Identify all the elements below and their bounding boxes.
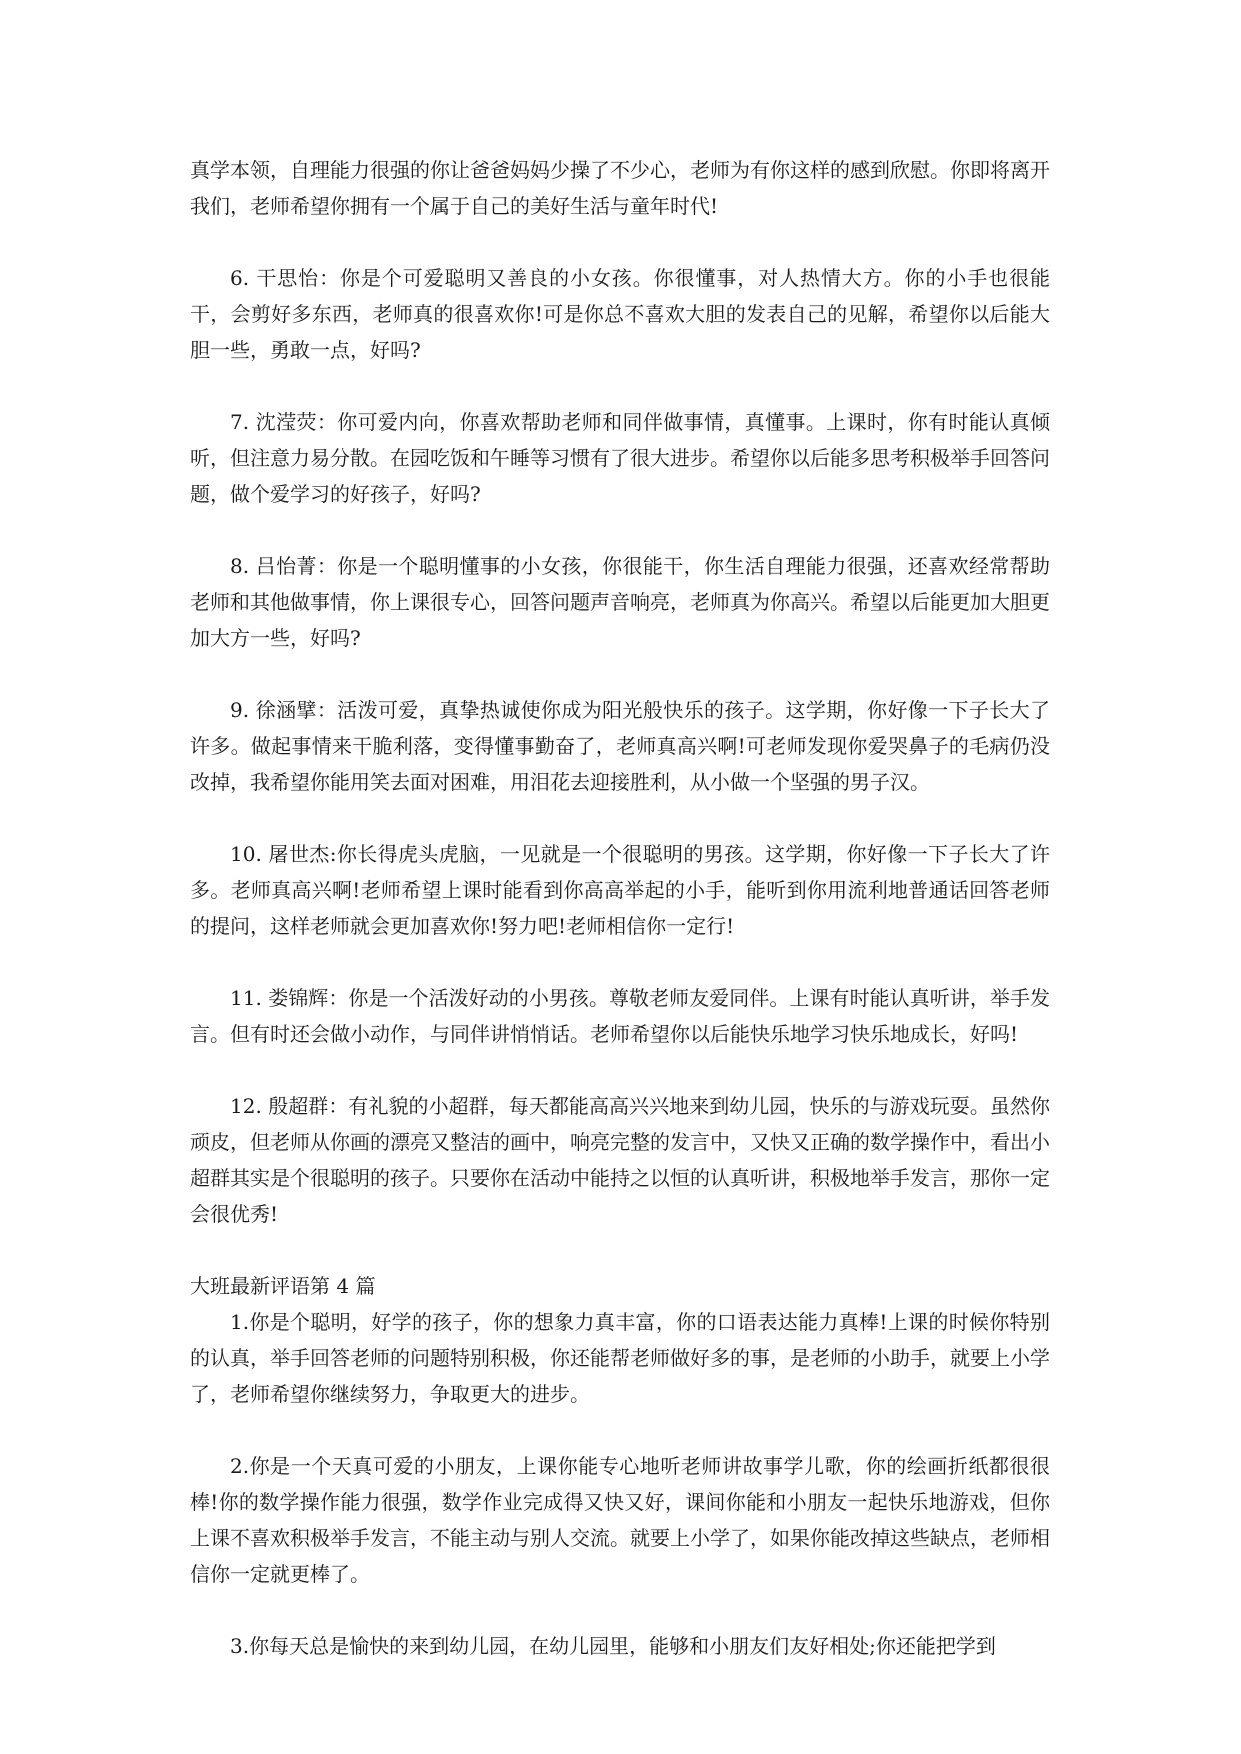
document-body bbox=[190, 152, 1050, 1664]
paragraph-continued: 真学本领，自理能力很强的你让爸爸妈妈少操了不少心，老师为有你这样的感到欣慰。你即将离开我们，老师希望你拥有一个属于自己的美好生活与童年时代! bbox=[190, 158, 1050, 218]
comment-item-6: 6. 干思怡：你是个可爱聪明又善良的小女孩。你很懂事，对人热情大方。你的小手也很能干，会剪好多东西，老师真的很喜欢你!可是你总不喜欢大胆的发表自己的见解，希望你以后能大胆一些，勇敢一点，好吗? bbox=[190, 266, 1050, 362]
comment-item-7: 7. 沈滢荧：你可爱内向，你喜欢帮助老师和同伴做事情，真懂事。上课时，你有时能认真倾听，但注意力易分散。在园吃饭和午睡等习惯有了很大进步。希望你以后能多思考积极举手回答问题，做个爱学习的好孩子，好吗? bbox=[190, 410, 1050, 506]
comment-item-9: 9. 徐涵擘：活泼可爱，真挚热诚使你成为阳光般快乐的孩子。这学期，你好像一下子长大了许多。做起事情来干脆利落，变得懂事勤奋了，老师真高兴啊!可老师发现你爱哭鼻子的毛病仍没改掉，我希望你能用笑去面对困难，用泪花去迎接胜利，从小做一个坚强的男子汉。 bbox=[190, 698, 1050, 794]
section-item-2: 2.你是一个天真可爱的小朋友，上课你能专心地听老师讲故事学儿歌，你的绘画折纸都很很棒!你的数学操作能力很强，数学作业完成得又快又好，课间你能和小朋友一起快乐地游戏，但你上课不喜欢积极举手发言，不能主动与别人交流。就要上小学了，如果你能改掉这些缺点，老师相信你一定就更棒了。 bbox=[190, 1454, 1050, 1586]
comment-item-8: 8. 吕怡菁：你是一个聪明懂事的小女孩，你很能干，你生活自理能力很强，还喜欢经常帮助老师和其他做事情，你上课很专心，回答问题声音响亮，老师真为你高兴。希望以后能更加大胆更加大方一些，好吗? bbox=[190, 554, 1050, 650]
comment-item-12: 12. 殷超群：有礼貌的小超群，每天都能高高兴兴地来到幼儿园，快乐的与游戏玩耍。虽然你顽皮，但老师从你画的漂亮又整洁的画中，响亮完整的发言中，又快又正确的数学操作中，看出小超群其实是个很聪明的孩子。只要你在活动中能持之以恒的认真听讲，积极地举手发言，那你一定会很优秀! bbox=[190, 1094, 1050, 1226]
comment-item-10: 10. 屠世杰:你长得虎头虎脑，一见就是一个很聪明的男孩。这学期，你好像一下子长大了许多。老师真高兴啊!老师希望上课时能看到你高高举起的小手，能听到你用流利地普通话回答老师的提问，这样老师就会更加喜欢你!努力吧!老师相信你一定行! bbox=[190, 842, 1050, 938]
section-heading: 大班最新评语第 4 篇 bbox=[190, 1274, 376, 1298]
section-item-3: 3.你每天总是愉快的来到幼儿园，在幼儿园里，能够和小朋友们友好相处;你还能把学到 bbox=[230, 1634, 996, 1658]
comment-item-11: 11. 娄锦辉：你是一个活泼好动的小男孩。尊敬老师友爱同伴。上课有时能认真听讲，举手发言。但有时还会做小动作，与同伴讲悄悄话。老师希望你以后能快乐地学习快乐地成长，好吗! bbox=[190, 986, 1050, 1046]
section-item-1: 1.你是个聪明，好学的孩子，你的想象力真丰富，你的口语表达能力真棒!上课的时候你特别的认真，举手回答老师的问题特别积极，你还能帮老师做好多的事，是老师的小助手，就要上小学了，老师希望你继续努力，争取更大的进步。 bbox=[190, 1310, 1050, 1406]
